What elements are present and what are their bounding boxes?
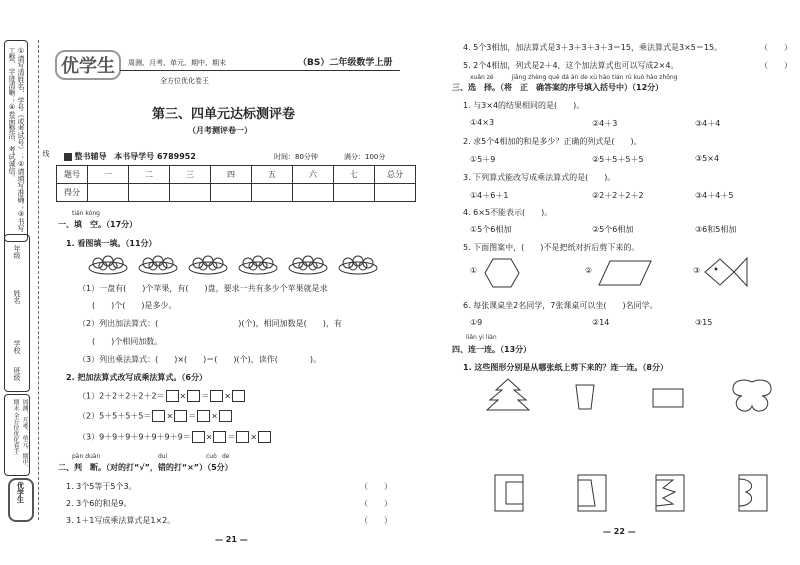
tutor-row bbox=[64, 151, 196, 162]
choice-option[interactable]: ①9 bbox=[470, 318, 483, 327]
hexagon-shape bbox=[484, 258, 520, 288]
header-rule bbox=[120, 70, 400, 71]
answer-box[interactable] bbox=[166, 390, 179, 402]
header-subtitle: 全方位优化卷王 bbox=[160, 77, 209, 85]
exam-total-score: 满分：100分 bbox=[344, 153, 386, 161]
folded-paper-1-shape bbox=[494, 474, 524, 512]
sec2-pinyin-b: duì bbox=[158, 453, 168, 460]
answer-box[interactable] bbox=[219, 410, 232, 422]
instructions-text: ①请写清姓名、学号（或考试号）；②请填写准确；③书写工整、字迹清晰；④卷面整洁、考试诚信。 bbox=[8, 47, 25, 232]
choice-option[interactable]: ③15 bbox=[695, 318, 713, 327]
page-title: 第三、四单元达标测评卷 bbox=[152, 107, 296, 122]
sec1-q2-2: （2）5＋5＋5＋5＝ × ＝ × bbox=[78, 410, 233, 422]
score-header-cell: 总分 bbox=[375, 166, 416, 184]
score-row-label: 得分 bbox=[57, 184, 88, 202]
apple-plate-icon bbox=[239, 256, 277, 274]
sec1-q1-3: （3）列出乘法算式：( )×( )＝( )(个)，读作( )。 bbox=[78, 355, 322, 364]
book-number: 本书导学号 6789952 bbox=[114, 152, 196, 161]
choice-option[interactable]: ①5个6相加 bbox=[470, 225, 512, 234]
sec1-q1-1b: ( )个( )是多少。 bbox=[92, 301, 177, 310]
sec1-q2: 2. 把加法算式改写成乘法算式。（6分） bbox=[66, 373, 207, 382]
score-table-header-row bbox=[57, 166, 416, 184]
judge-item-5: 5. 2个4相加，列式是2＋4，这个加法算式也可以写成2×4。 bbox=[463, 61, 679, 70]
folded-paper-3-shape bbox=[655, 474, 685, 512]
exam-time: 时间：80分钟 bbox=[274, 153, 318, 161]
score-cell[interactable] bbox=[375, 184, 416, 202]
apple-plates-illustration bbox=[88, 252, 378, 276]
answer-box[interactable] bbox=[213, 431, 226, 443]
brand-logo: 优学生 bbox=[55, 50, 121, 80]
score-table bbox=[56, 165, 416, 202]
fish-shape bbox=[704, 255, 748, 289]
choice-question: 1. 与3×4的结果相同的是( )。 bbox=[463, 101, 585, 110]
choice-option[interactable]: ③ bbox=[693, 266, 701, 275]
field-label-name: 姓名 bbox=[13, 290, 21, 304]
instructions-box bbox=[4, 40, 28, 242]
page-number-right: — 22 — bbox=[603, 527, 636, 536]
answer-paren[interactable]: （ ） bbox=[360, 499, 392, 508]
choice-option[interactable]: ① bbox=[470, 266, 478, 275]
choice-option[interactable]: ② bbox=[585, 266, 593, 275]
score-cell[interactable] bbox=[252, 184, 293, 202]
cut-line-label: 线 bbox=[42, 150, 50, 157]
field-label-class: 班级 bbox=[13, 367, 21, 381]
judge-item: 3. 1＋1写成乘法算式是1×2。 bbox=[66, 516, 176, 525]
answer-box[interactable] bbox=[258, 431, 271, 443]
score-header-cell: 六 bbox=[293, 166, 334, 184]
choice-option[interactable]: ②14 bbox=[592, 318, 610, 327]
answer-box[interactable] bbox=[210, 390, 223, 402]
answer-paren[interactable]: （ ） bbox=[360, 482, 392, 491]
answer-box[interactable] bbox=[232, 390, 245, 402]
apple-plate-icon bbox=[139, 256, 177, 274]
sidebar-logo: 优学生 bbox=[8, 478, 34, 522]
apple-plate-icon bbox=[289, 256, 327, 274]
score-header-cell: 一 bbox=[88, 166, 129, 184]
sec1-q2-3: （3）9＋9＋9＋9＋9＋9＋9＝ × ＝ × bbox=[78, 431, 272, 443]
sec1-q1-2b: ( )个相同加数。 bbox=[92, 337, 163, 346]
score-header-cell: 七 bbox=[334, 166, 375, 184]
answer-paren[interactable]: （ ） bbox=[760, 61, 792, 70]
choice-option[interactable]: ②2＋2＋2＋2 bbox=[592, 191, 644, 200]
answer-box[interactable] bbox=[174, 410, 187, 422]
choice-option[interactable]: ①4＋6＋1 bbox=[470, 191, 509, 200]
sec1-heading: 一、填 空。（17分） bbox=[58, 220, 138, 229]
answer-box[interactable] bbox=[187, 390, 200, 402]
apple-plate-icon bbox=[339, 256, 377, 274]
sec1-q2-1: （1）2＋2＋2＋2＋2＝ × ＝ × bbox=[78, 390, 246, 402]
score-header-cell: 五 bbox=[252, 166, 293, 184]
score-cell[interactable] bbox=[293, 184, 334, 202]
score-header-cell: 题号 bbox=[57, 166, 88, 184]
choice-question: 4. 6×5不能表示( )。 bbox=[463, 208, 553, 217]
cut-line bbox=[38, 40, 39, 520]
choice-question: 5. 下面图案中，( )不是把纸对折后剪下来的。 bbox=[463, 243, 640, 252]
choice-option[interactable]: ③4＋4＋5 bbox=[695, 191, 734, 200]
sec1-q1-1a: （1）一盘有( )个苹果，有( )盘，要求一共有多少个苹果就是求 bbox=[78, 284, 328, 293]
apple-plate-icon bbox=[189, 256, 227, 274]
score-header-cell: 三 bbox=[170, 166, 211, 184]
binding-sidebar bbox=[0, 0, 50, 565]
qr-icon bbox=[64, 153, 72, 161]
promo-box bbox=[4, 394, 30, 476]
choice-option[interactable]: ①4×3 bbox=[470, 118, 495, 127]
apple-plate-icon bbox=[89, 256, 127, 274]
judge-item: 1. 3个5等于5个3。 bbox=[66, 482, 137, 491]
answer-paren[interactable]: （ ） bbox=[760, 43, 792, 52]
judge-item-4: 4. 5个3相加，加法算式是3＋3＋3＋3＋3＝15，乘法算式是3×5＝15。 bbox=[463, 43, 723, 52]
sec1-q1: 1. 看图填一填。（11分） bbox=[66, 239, 157, 248]
score-cell[interactable] bbox=[211, 184, 252, 202]
promo-text: 周测、月考、单元、期中、期末 全方位优化卷王 bbox=[12, 399, 28, 471]
rectangle-shape bbox=[652, 388, 684, 408]
book-title: （BS）二年级数学上册 bbox=[298, 58, 393, 68]
field-label-grade: 年级 bbox=[13, 245, 21, 259]
sec2-heading: 二、判 断。（对的打“√”，错的打“×”）（5分） bbox=[58, 463, 233, 472]
score-cell[interactable] bbox=[88, 184, 129, 202]
sec4-heading: 四、连一连。（13分） bbox=[452, 345, 532, 354]
choice-option[interactable]: ②5个6相加 bbox=[592, 225, 634, 234]
sec3-heading: 三、选 择。（将 正 确答案的序号填入括号中）（12分） bbox=[452, 83, 664, 92]
choice-option[interactable]: ③4＋4 bbox=[695, 119, 721, 128]
sec2-pinyin-a: pàn duàn bbox=[72, 453, 101, 460]
choice-option[interactable]: ②5＋5＋5＋5 bbox=[592, 155, 644, 164]
score-cell[interactable] bbox=[170, 184, 211, 202]
sec2-pinyin-d: de bbox=[222, 453, 230, 460]
field-label-school: 学校 bbox=[13, 340, 21, 354]
sec3-pinyin: xuǎn zé jiāng zhèng què dá àn de xù hào tián rù kuò hào zhōng bbox=[470, 74, 678, 81]
sec1-pinyin: tián kòng bbox=[72, 210, 100, 217]
page-subtitle: （月考测评卷一） bbox=[188, 126, 252, 135]
folded-paper-2-shape bbox=[577, 474, 607, 512]
score-header-cell: 二 bbox=[129, 166, 170, 184]
tree-shape bbox=[486, 378, 530, 412]
score-cell[interactable] bbox=[129, 184, 170, 202]
score-table-row bbox=[57, 184, 416, 202]
sec2-pinyin-c: cuò bbox=[206, 453, 217, 460]
judge-item: 2. 3个6的和是9。 bbox=[66, 499, 132, 508]
answer-box[interactable] bbox=[197, 410, 210, 422]
choice-question: 2. 求5个4相加的和是多少？正确的列式是( )。 bbox=[463, 137, 642, 146]
tutor-label: 整书辅导 bbox=[74, 152, 107, 161]
sec4-pinyin: lián yi lián bbox=[466, 334, 497, 341]
score-cell[interactable] bbox=[334, 184, 375, 202]
answer-paren[interactable]: （ ） bbox=[360, 516, 392, 525]
answer-box[interactable] bbox=[192, 431, 205, 443]
choice-question: 6. 每张课桌坐2名同学，7张课桌可以坐( )名同学。 bbox=[463, 301, 658, 310]
choice-option[interactable]: ③5×4 bbox=[695, 154, 720, 163]
choice-option[interactable]: ①5＋9 bbox=[470, 155, 496, 164]
parallelogram-shape bbox=[598, 260, 652, 286]
sec4-q1: 1. 这些图形分别是从哪张纸上剪下来的？连一连。（8分） bbox=[463, 363, 668, 372]
page-number-left: — 21 — bbox=[215, 535, 248, 544]
cup-shape bbox=[575, 384, 595, 410]
folded-paper-4-shape bbox=[738, 474, 768, 512]
header-tagline: 周测、月考、单元、期中、期末 bbox=[128, 59, 226, 67]
sec1-q1-2a: （2）列出加法算式：( )(个)，相同加数是( )，有 bbox=[78, 319, 342, 328]
choice-option[interactable]: ③6和5相加 bbox=[695, 225, 737, 234]
choice-question: 3. 下列算式能改写成乘法算式的是( )。 bbox=[463, 173, 616, 182]
score-header-cell: 四 bbox=[211, 166, 252, 184]
answer-box[interactable] bbox=[152, 410, 165, 422]
answer-box[interactable] bbox=[236, 431, 249, 443]
butterfly-shape bbox=[730, 378, 774, 414]
student-info-box bbox=[4, 234, 30, 392]
choice-option[interactable]: ②4＋3 bbox=[592, 119, 618, 128]
